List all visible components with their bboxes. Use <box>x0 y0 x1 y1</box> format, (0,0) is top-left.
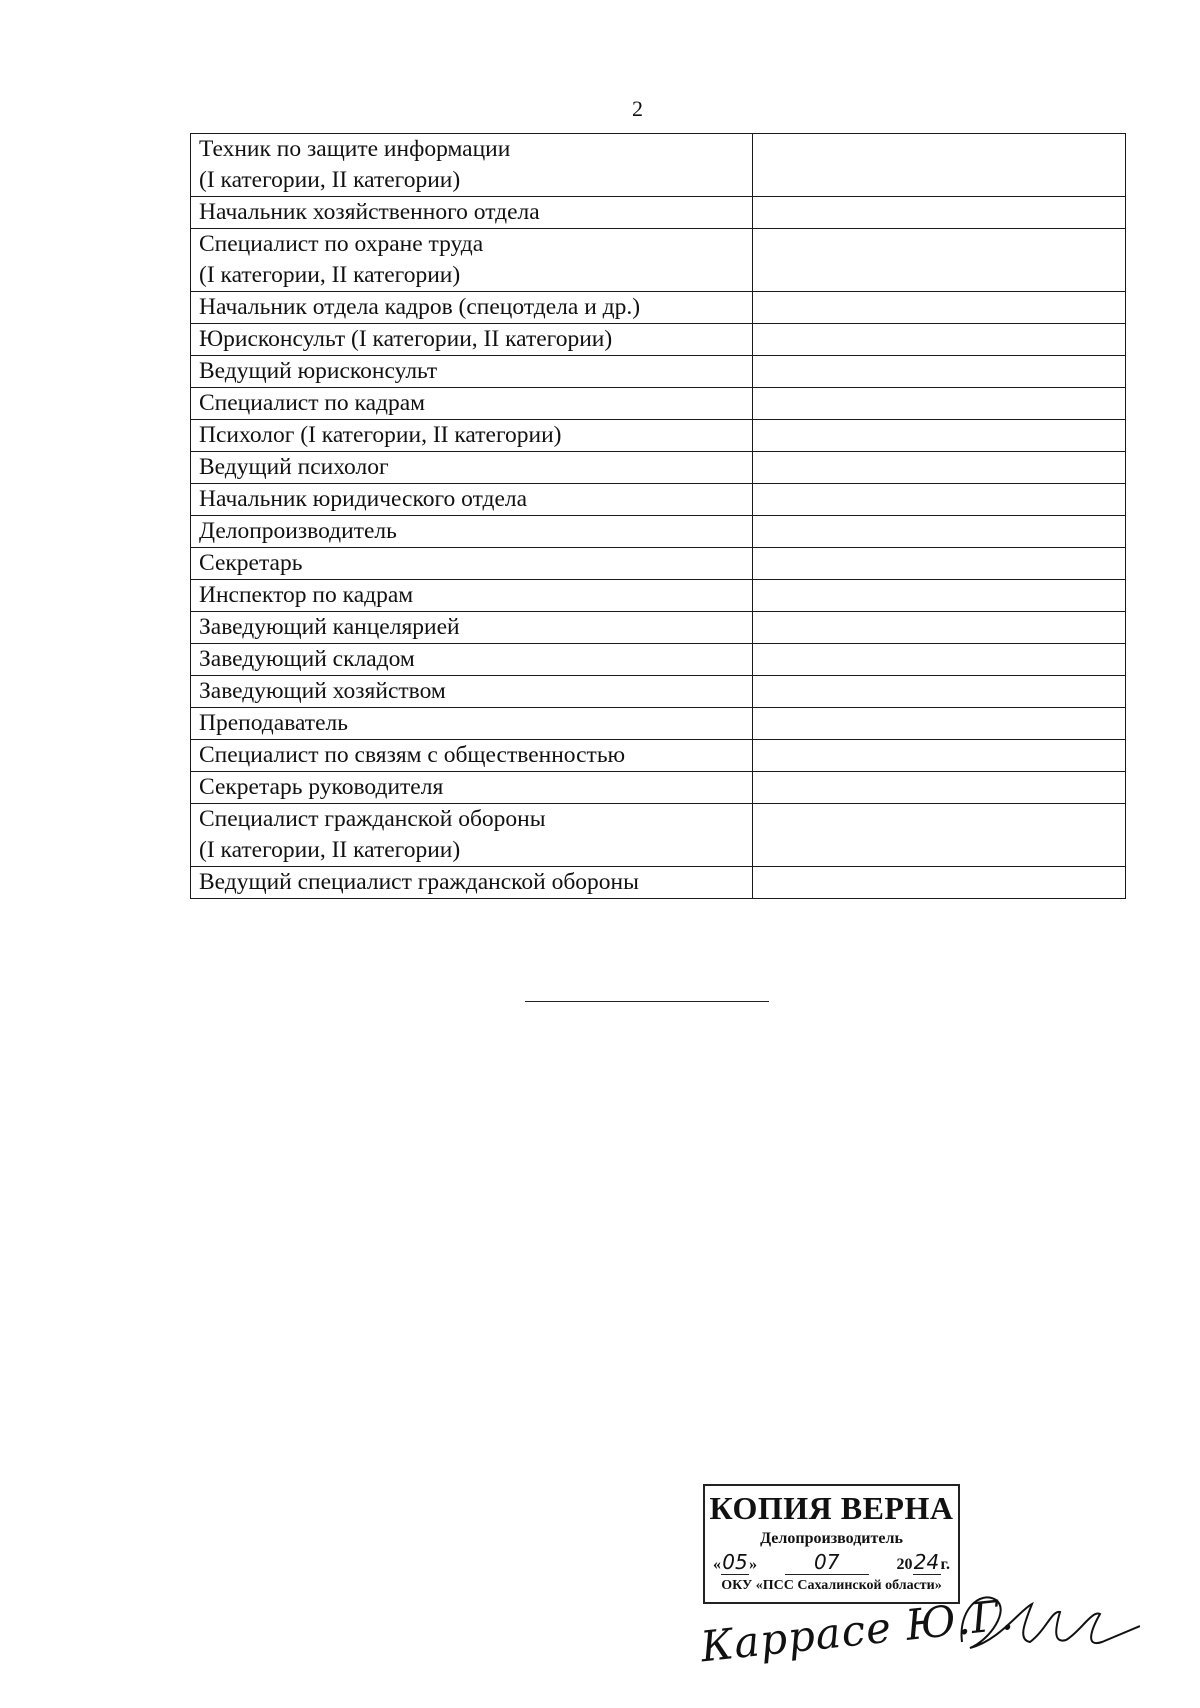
position-value-cell <box>753 452 1126 484</box>
stamp-year-suffix: 24 <box>913 1550 940 1574</box>
position-value-cell <box>753 772 1126 804</box>
stamp-close-quote: » <box>749 1556 757 1573</box>
table-row <box>191 229 1126 292</box>
stamp-organization: ОКУ «ПСС Сахалинской области» <box>721 1578 942 1593</box>
position-name-cell: Инспектор по кадрам <box>191 580 753 612</box>
table-row <box>191 134 1126 197</box>
position-name-cell: Ведущий юрисконсульт <box>191 356 753 388</box>
table-row <box>191 772 1126 804</box>
position-name-cell: Начальник отдела кадров (спецотдела и др.) <box>191 292 753 324</box>
stamp-year-end: г. <box>940 1556 950 1573</box>
table-row <box>191 644 1126 676</box>
position-name-cell: Делопроизводитель <box>191 516 753 548</box>
table-row <box>191 324 1126 356</box>
page-number: 2 <box>632 96 643 121</box>
position-name-cell: Специалист по связям с общественностью <box>191 740 753 772</box>
table-row <box>191 484 1126 516</box>
position-name-cell: Заведующий складом <box>191 644 753 676</box>
position-value-cell <box>753 134 1126 197</box>
stamp-open-quote: « <box>713 1556 721 1573</box>
position-value-cell <box>753 548 1126 580</box>
handwritten-signature <box>700 1570 1140 1670</box>
position-value-cell <box>753 229 1126 292</box>
position-value-cell <box>753 484 1126 516</box>
table-row <box>191 708 1126 740</box>
stamp-title: КОПИЯ ВЕРНА <box>709 1490 954 1526</box>
stamp-role: Делопроизводитель <box>760 1530 903 1547</box>
position-name-cell: Юрисконсульт (I категории, II категории) <box>191 324 753 356</box>
table-row <box>191 388 1126 420</box>
table-row <box>191 292 1126 324</box>
position-value-cell <box>753 804 1126 867</box>
position-name-cell: Техник по защите информации (I категории, II категории) <box>191 134 753 197</box>
position-name-cell: Заведующий канцелярией <box>191 612 753 644</box>
position-value-cell <box>753 420 1126 452</box>
end-divider <box>525 1001 769 1002</box>
position-value-cell <box>753 388 1126 420</box>
table-row <box>191 676 1126 708</box>
position-value-cell <box>753 356 1126 388</box>
stamp-year-prefix: 20 <box>896 1556 913 1573</box>
position-name-cell: Начальник юридического отдела <box>191 484 753 516</box>
stamp-day: 05 <box>722 1550 748 1574</box>
table-row <box>191 420 1126 452</box>
position-name-cell: Секретарь руководителя <box>191 772 753 804</box>
table-row <box>191 804 1126 867</box>
table-row <box>191 516 1126 548</box>
positions-table-body <box>191 134 1126 899</box>
position-name-cell: Специалист по охране труда (I категории, II категории) <box>191 229 753 292</box>
position-name-cell: Заведующий хозяйством <box>191 676 753 708</box>
position-value-cell <box>753 644 1126 676</box>
position-value-cell <box>753 612 1126 644</box>
position-value-cell <box>753 867 1126 899</box>
positions-table <box>190 133 1126 899</box>
table-row <box>191 197 1126 229</box>
position-value-cell <box>753 708 1126 740</box>
table-row <box>191 452 1126 484</box>
table-row <box>191 740 1126 772</box>
position-name-cell: Специалист гражданской обороны (I категории, II категории) <box>191 804 753 867</box>
position-name-cell: Психолог (I категории, II категории) <box>191 420 753 452</box>
position-name-cell: Ведущий психолог <box>191 452 753 484</box>
table-row <box>191 612 1126 644</box>
table-row <box>191 356 1126 388</box>
position-value-cell <box>753 292 1126 324</box>
position-name-cell: Начальник хозяйственного отдела <box>191 197 753 229</box>
position-value-cell <box>753 740 1126 772</box>
stamp-month: 07 <box>785 1550 869 1575</box>
position-name-cell: Ведущий специалист гражданской обороны <box>191 867 753 899</box>
table-row <box>191 867 1126 899</box>
table-row <box>191 548 1126 580</box>
position-name-cell: Преподаватель <box>191 708 753 740</box>
signature-name: Каррасе Ю.Г. <box>698 1589 1017 1672</box>
table-row <box>191 580 1126 612</box>
position-value-cell <box>753 516 1126 548</box>
position-name-cell: Секретарь <box>191 548 753 580</box>
position-value-cell <box>753 197 1126 229</box>
position-value-cell <box>753 580 1126 612</box>
position-value-cell <box>753 324 1126 356</box>
position-name-cell: Специалист по кадрам <box>191 388 753 420</box>
position-value-cell <box>753 676 1126 708</box>
signature-scribble-icon <box>700 1570 1140 1670</box>
